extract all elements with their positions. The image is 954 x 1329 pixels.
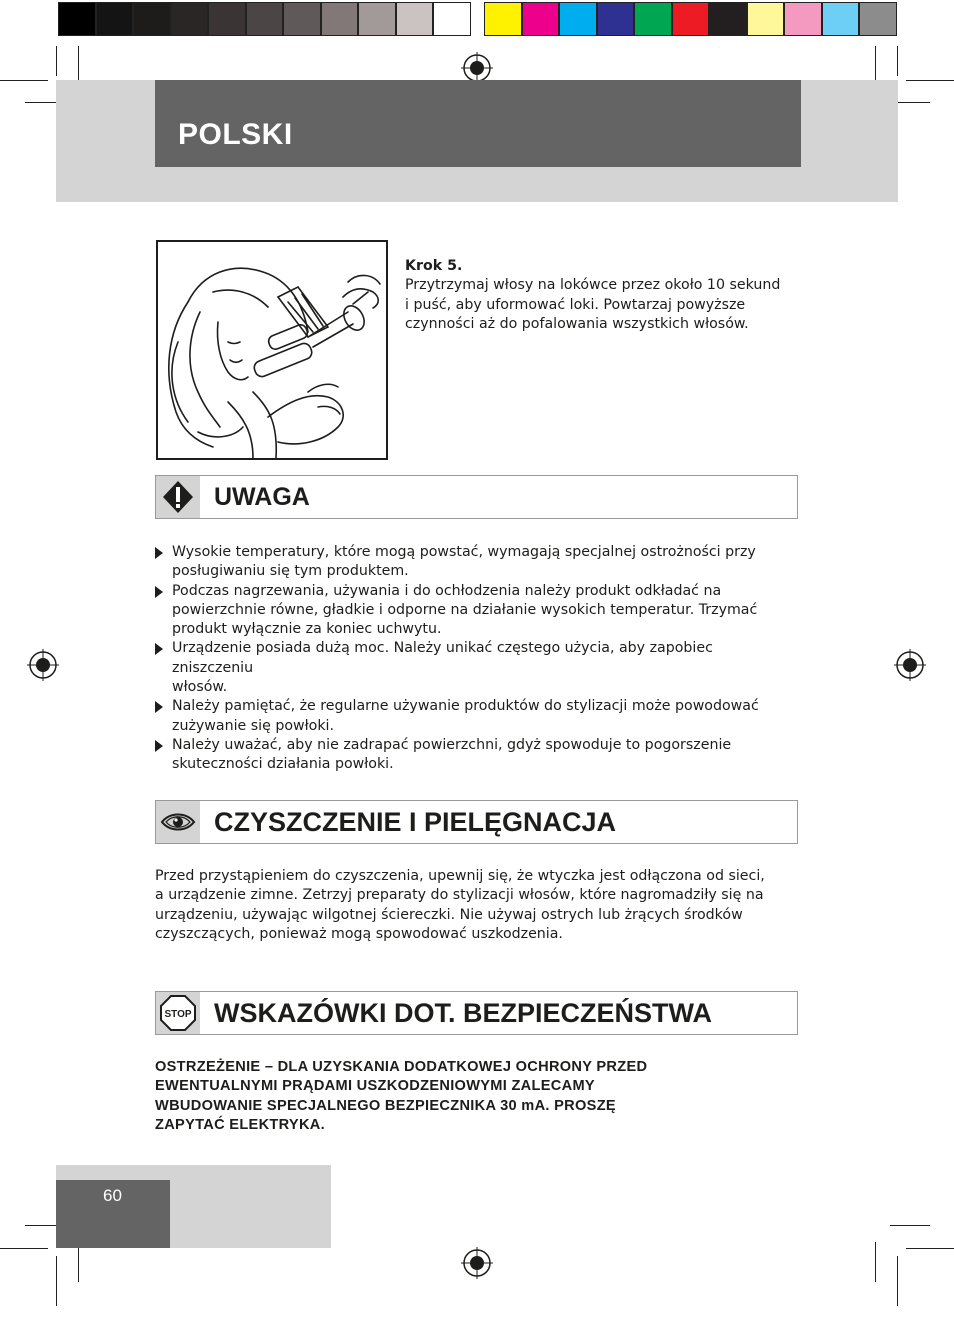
step-5-instructions	[405, 257, 785, 334]
safety-title: WSKAZÓWKI DOT. BEZPIECZEŃSTWA	[214, 998, 712, 1028]
arrow-bullet-icon	[155, 643, 163, 655]
calibration-swatch	[709, 2, 747, 36]
safety-warning: OSTRZEŻENIE – DLA UZYSKANIA DODATKOWEJ OCHRONY PRZED EWENTUALNYMI PRĄDAMI USZKODZENIOWYMI ZALECAMY WBUDOWANIE SPECJALNEGO BEZPIECZNIKA 30 mA. PROSZĘ ZAPYTAĆ ELEKTRYKA.	[155, 1059, 648, 1133]
calibration-swatch	[522, 2, 560, 36]
calibration-swatch	[559, 2, 597, 36]
calibration-swatch	[672, 2, 710, 36]
eye-icon	[156, 801, 200, 843]
calibration-swatch	[822, 2, 860, 36]
list-item: Podczas nagrzewania, używania i do ochłodzenia należy produkt odkładać na powierzchnie równe, gładkie i odporne na działanie wysokich temperatur. Trzymać produkt wyłącznie za koniec uchwytu.	[155, 582, 795, 640]
calibration-swatch	[784, 2, 822, 36]
arrow-bullet-icon	[155, 701, 163, 713]
caution-section-header	[155, 475, 798, 519]
exclamation-warning-icon	[156, 476, 200, 518]
list-item: Należy uważać, aby nie zadrapać powierzchni, gdyż spowoduje to pogorszenie skuteczności działania powłoki.	[155, 736, 795, 775]
calibration-swatch	[171, 2, 209, 36]
list-item: Wysokie temperatury, które mogą powstać, wymagają specjalnej ostrożności przy posługiwaniu się tym produktem.	[155, 543, 795, 582]
arrow-bullet-icon	[155, 740, 163, 752]
color-calibration-strip	[484, 2, 897, 38]
stop-sign-icon	[156, 992, 200, 1034]
list-item: Urządzenie posiada dużą moc. Należy unikać częstego użycia, aby zapobiec zniszczeniu włosów.	[155, 639, 795, 697]
calibration-swatch	[133, 2, 171, 36]
registration-mark-icon	[461, 1247, 493, 1279]
calibration-swatch	[859, 2, 897, 36]
calibration-swatch	[96, 2, 134, 36]
calibration-swatch	[433, 2, 471, 36]
calibration-swatch	[208, 2, 246, 36]
arrow-bullet-icon	[155, 547, 163, 559]
calibration-swatch	[634, 2, 672, 36]
list-item: Należy pamiętać, że regularne używanie produktów do stylizacji może powodować zużywanie się powłoki.	[155, 697, 795, 736]
page-title: POLSKI	[178, 118, 293, 151]
calibration-swatch	[597, 2, 635, 36]
calibration-swatch	[321, 2, 359, 36]
cleaning-title: CZYSZCZENIE I PIELĘGNACJA	[214, 807, 617, 837]
calibration-swatch	[358, 2, 396, 36]
registration-mark-icon	[894, 649, 926, 681]
caution-list	[155, 543, 795, 775]
step-title: Krok 5.	[405, 258, 463, 274]
hair-curling-illustration	[156, 240, 388, 460]
calibration-swatch	[246, 2, 284, 36]
step-text: Przytrzymaj włosy na lokówce przez około 10 sekund i puść, aby uformować loki. Powtarzaj powyższe czynności aż do pofalowania wszystkich włosów.	[405, 277, 781, 332]
stop-label: STOP	[164, 1009, 192, 1020]
calibration-swatch	[283, 2, 321, 36]
calibration-swatch	[396, 2, 434, 36]
safety-section-header	[155, 991, 798, 1035]
cleaning-text: Przed przystąpieniem do czyszczenia, upewnij się, że wtyczka jest odłączona od sieci, a urządzenie zimne. Zetrzyj preparaty do stylizacji włosów, które nagromadziły się na urządzeniu, używając wilgotnej ściereczki. Nie używaj ostrych lub żrących środków czyszczących, ponieważ mogą spowodować uszkodzenia.	[155, 868, 765, 942]
grayscale-calibration-strip	[58, 2, 471, 38]
cleaning-section-header	[155, 800, 798, 844]
calibration-swatch	[484, 2, 522, 36]
registration-mark-icon	[27, 649, 59, 681]
calibration-swatch	[747, 2, 785, 36]
caution-title: UWAGA	[214, 483, 310, 511]
arrow-bullet-icon	[155, 586, 163, 598]
page-number: 60	[103, 1186, 122, 1205]
calibration-swatch	[58, 2, 96, 36]
